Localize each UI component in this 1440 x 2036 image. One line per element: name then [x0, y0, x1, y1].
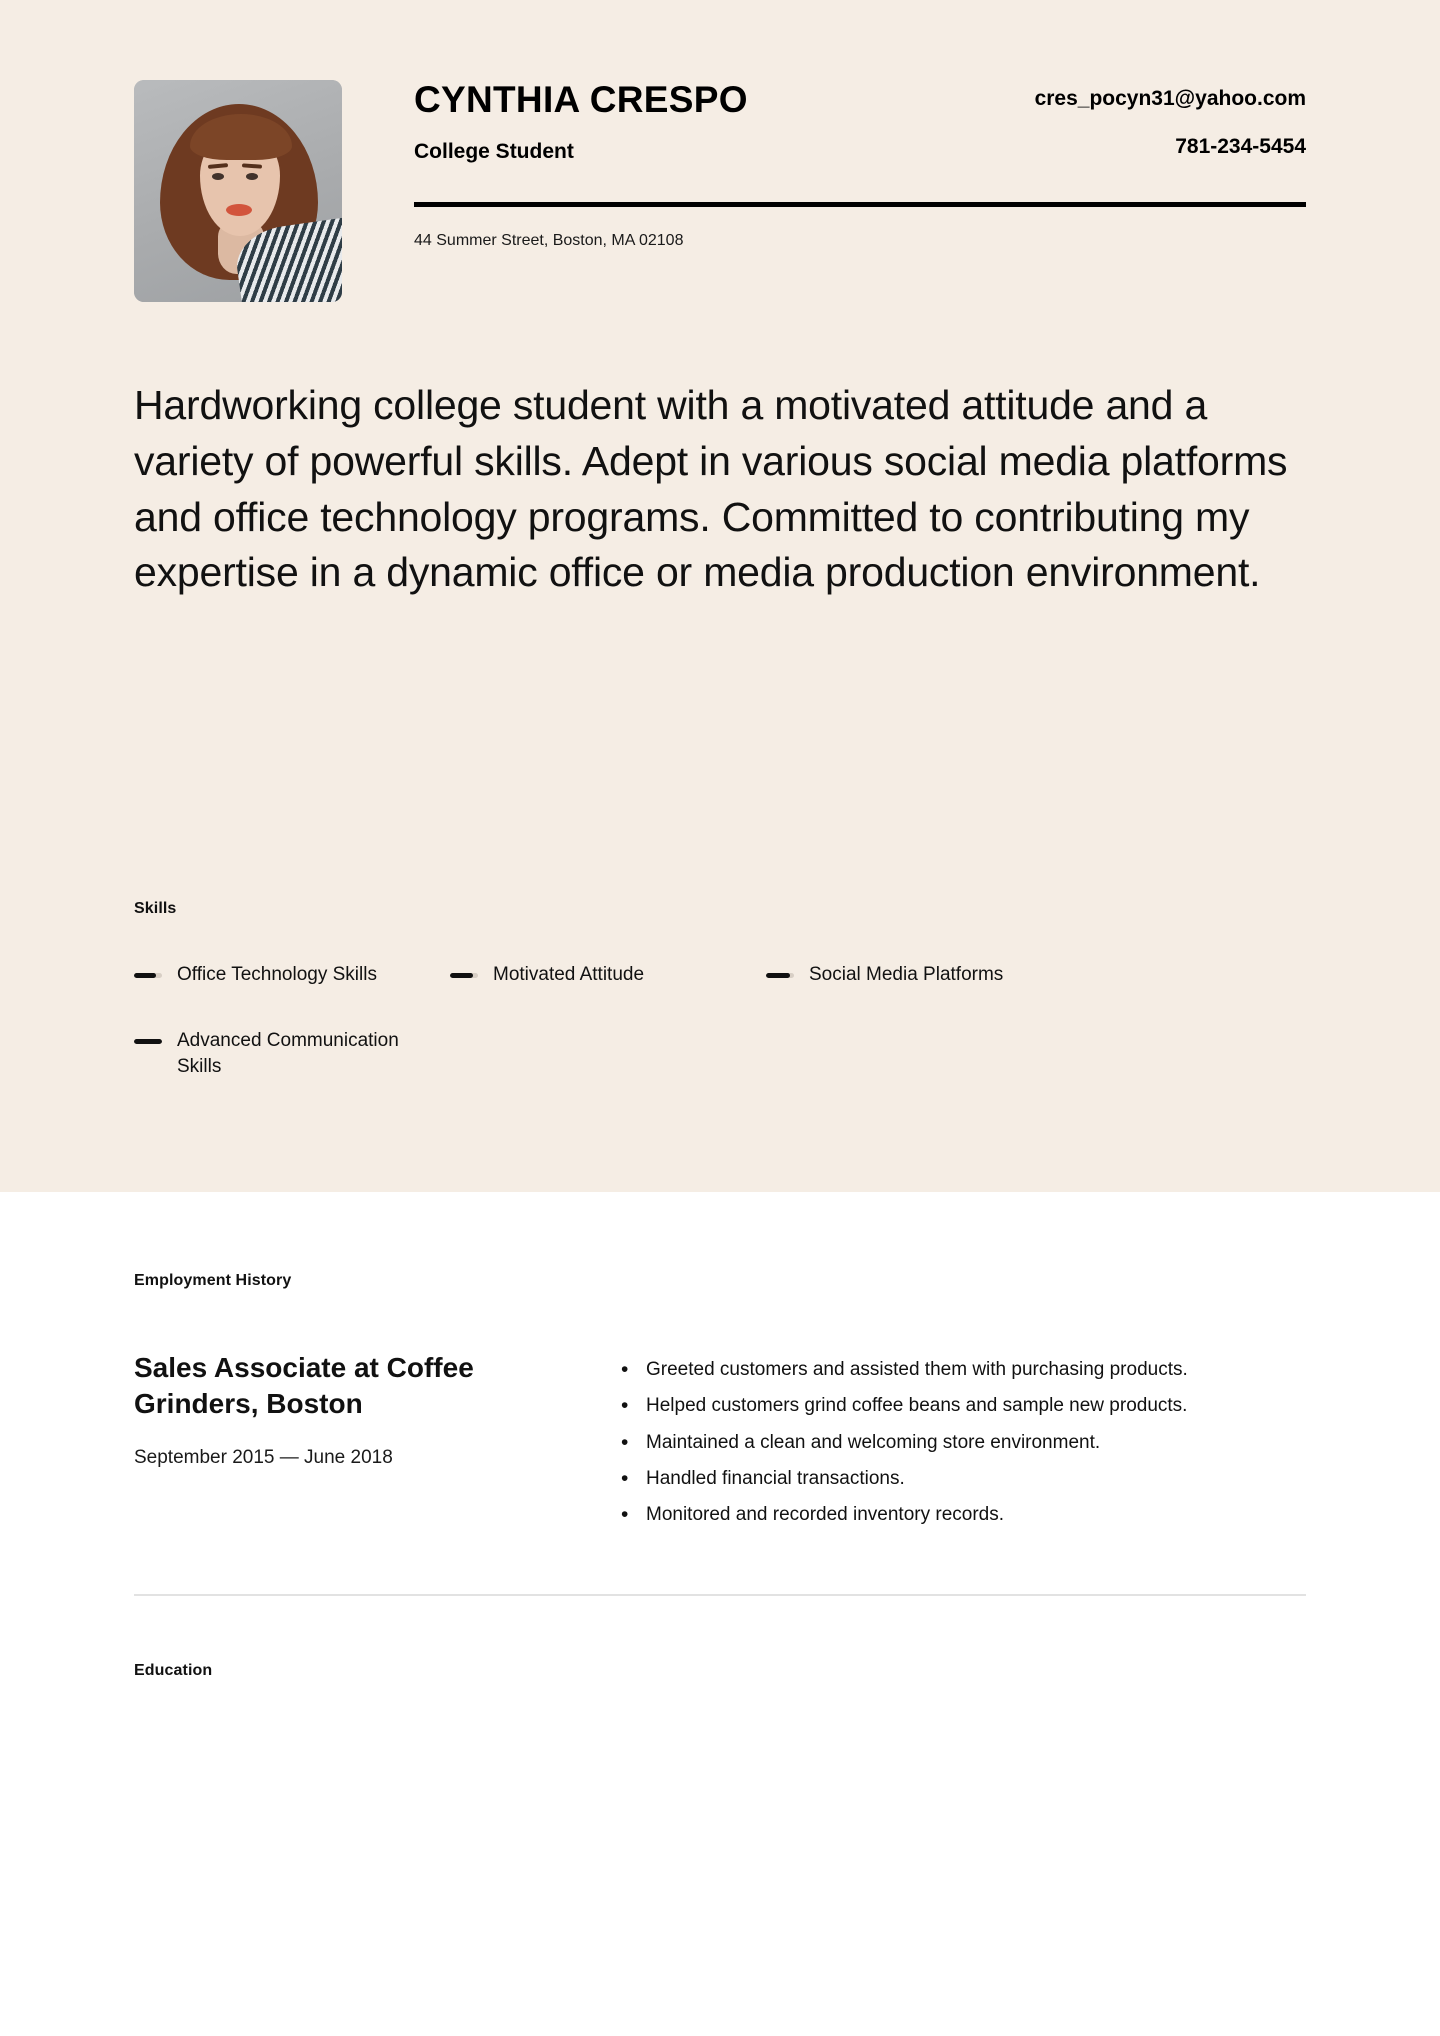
employment-date-range: September 2015 — June 2018 [134, 1446, 393, 1468]
employment-entry [134, 1350, 1306, 1540]
skill-label: Social Media Platforms [809, 964, 1004, 985]
resume-header [134, 80, 1306, 302]
eye-right-shape [246, 173, 258, 180]
portrait-photo [134, 80, 342, 302]
skill-level-fill [134, 1039, 162, 1044]
employment-entry-details [619, 1350, 1306, 1540]
header-divider-rule [414, 202, 1306, 207]
skill-level-bar [450, 973, 478, 978]
skill-item [766, 962, 1082, 988]
skill-level-fill [450, 973, 473, 978]
skill-level-bar [134, 973, 162, 978]
avatar [134, 80, 342, 302]
eye-left-shape [212, 173, 224, 180]
skill-level-bar [766, 973, 794, 978]
employment-role-title: Sales Associate at Coffee Grinders, Boston [134, 1352, 474, 1419]
section-divider [134, 1594, 1306, 1596]
skill-label: Advanced Communication Skills [177, 1030, 399, 1078]
identity-group [414, 80, 748, 164]
address-text: 44 Summer Street, Boston, MA 02108 [414, 231, 684, 249]
professional-summary: Hardworking college student with a motivated attitude and a variety of powerful skills. Adept in various social media platforms and office technology programs. Committed to contributing my expertise in a dynamic office or media production environment. [134, 382, 1288, 596]
job-title-subheading: College Student [414, 139, 574, 163]
header-main-column [342, 80, 1306, 250]
phone-text[interactable]: 781-234-5454 [1175, 135, 1306, 158]
header-top-row [414, 80, 1306, 164]
list-item: • Handled financial transactions. [619, 1467, 1306, 1491]
skills-heading: Skills [134, 900, 177, 917]
education-heading: Education [134, 1662, 213, 1679]
employment-list [134, 1350, 1306, 1540]
skill-level-fill [134, 973, 156, 978]
contact-details [1035, 80, 1306, 157]
lips-shape [226, 204, 252, 216]
employment-heading: Employment History [134, 1272, 292, 1289]
employment-section [134, 1272, 1306, 1540]
page-title: CYNTHIA CRESPO [414, 79, 748, 120]
skill-level-bar [134, 1039, 162, 1044]
list-item: • Greeted customers and assisted them with purchasing products. [619, 1358, 1306, 1382]
skills-section [134, 900, 1306, 1121]
skills-list [134, 962, 1306, 1121]
employment-entry-meta [134, 1350, 619, 1469]
list-item: • Helped customers grind coffee beans and sample new products. [619, 1394, 1306, 1418]
skill-item [134, 962, 450, 988]
skill-label: Motivated Attitude [493, 964, 645, 985]
employment-bullet-list [619, 1358, 1306, 1528]
education-section [134, 1662, 1306, 1680]
list-item: • Monitored and recorded inventory records. [619, 1503, 1306, 1527]
skill-item [450, 962, 766, 988]
list-item: • Maintained a clean and welcoming store environment. [619, 1431, 1306, 1455]
skill-item [134, 1028, 450, 1080]
skill-level-fill [766, 973, 790, 978]
skill-label: Office Technology Skills [177, 964, 377, 985]
email-text[interactable]: cres_pocyn31@yahoo.com [1034, 87, 1306, 110]
